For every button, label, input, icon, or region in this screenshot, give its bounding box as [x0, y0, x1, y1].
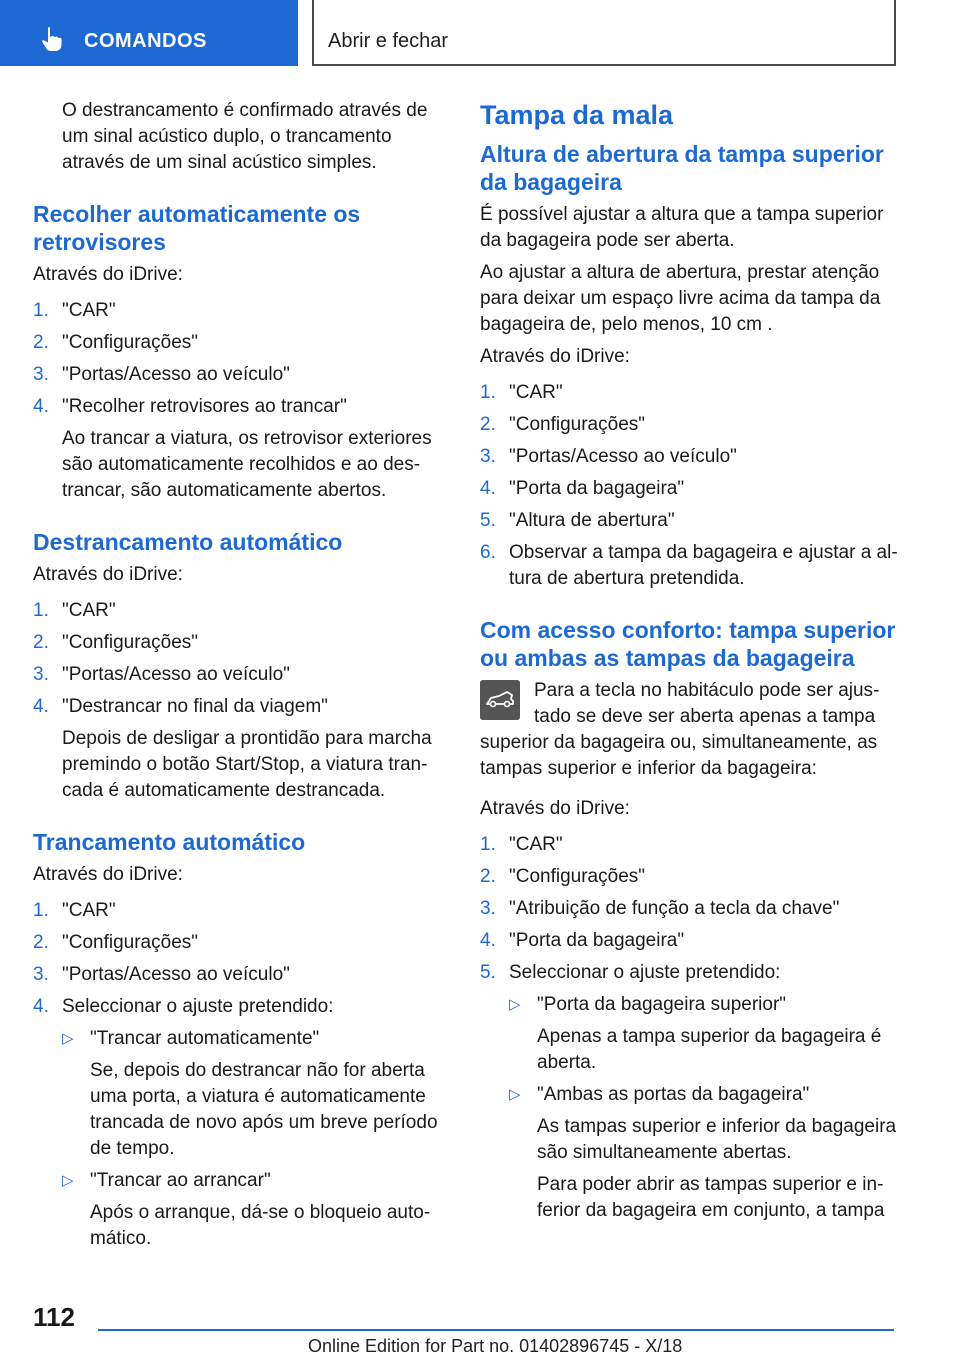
- footer-divider: [98, 1329, 894, 1331]
- step-number: 1.: [33, 900, 49, 921]
- footer-text: Online Edition for Part no. 01402896745 - X/18: [308, 1336, 683, 1356]
- step-note: Depois de desligar a prontidão para marcha premindo o botão Start/Stop, a viatura trancada é automaticamente destrancada.: [62, 728, 432, 801]
- list-item: [480, 832, 900, 858]
- list-item: [480, 444, 900, 470]
- section-auto-lock: [33, 828, 453, 1252]
- list-item: [33, 394, 453, 504]
- option-list: [62, 1026, 453, 1252]
- list-item: [480, 960, 900, 1224]
- section-comfort-access: [480, 616, 900, 1224]
- triangle-bullet-icon: ▷: [62, 1172, 74, 1189]
- step-number: 2.: [33, 632, 49, 653]
- step-number: 5.: [480, 510, 496, 531]
- left-column: [33, 98, 453, 1258]
- option-description: Após o arranque, dá-se o bloqueio automático.: [90, 1202, 431, 1249]
- option-item: [509, 1082, 900, 1224]
- step-text: "Portas/Acesso ao veículo": [62, 964, 290, 985]
- list-item: [480, 928, 900, 954]
- step-text: "Portas/Acesso ao veículo": [62, 664, 290, 685]
- intro-paragraph: O destrancamento é confirmado através de um sinal acústico duplo, o trancamento através de um sinal acústico simples.: [62, 100, 428, 173]
- step-number: 1.: [480, 834, 496, 855]
- list-item: [480, 476, 900, 502]
- list-item: [33, 598, 453, 624]
- chapter-heading: Tampa da mala: [480, 100, 674, 130]
- list-item: [480, 540, 900, 592]
- idrive-intro: Através do iDrive:: [480, 798, 630, 819]
- section-tab: [0, 0, 298, 66]
- list-item: [480, 412, 900, 438]
- list-item: [33, 298, 453, 324]
- section-heading: Trancamento automático: [33, 829, 306, 855]
- option-item: [62, 1168, 453, 1252]
- step-number: 4.: [480, 478, 496, 499]
- chapter-title: Abrir e fechar: [328, 30, 449, 52]
- step-text: "Porta da bagageira": [509, 478, 685, 499]
- step-number: 1.: [480, 382, 496, 403]
- step-text: "CAR": [509, 834, 563, 855]
- step-text: "Atribuição de função a tecla da chave": [509, 898, 840, 919]
- step-text: "CAR": [62, 300, 116, 321]
- section-heading: Altura de abertura da tampa superior da bagageira: [480, 141, 884, 195]
- section-heading: Com acesso conforto: tampa superior ou ambas as tampas da bagageira: [480, 617, 896, 671]
- list-item: [33, 330, 453, 356]
- step-number: 1.: [33, 300, 49, 321]
- step-number: 6.: [480, 542, 496, 563]
- option-item: [62, 1026, 453, 1162]
- option-description: As tampas superior e inferior da bagageira são simultaneamente abertas.: [537, 1116, 897, 1163]
- step-text: "CAR": [62, 900, 116, 921]
- step-number: 4.: [33, 396, 49, 417]
- idrive-intro: Através do iDrive:: [33, 564, 183, 585]
- step-number: 2.: [480, 866, 496, 887]
- list-item: [33, 662, 453, 688]
- paragraph: É possível ajustar a altura que a tampa superior da bagageira pode ser aberta.: [480, 204, 884, 251]
- section-mirror-fold: [33, 200, 453, 504]
- step-number: 4.: [33, 696, 49, 717]
- right-column: [480, 98, 900, 1230]
- step-text: "Altura de abertura": [509, 510, 675, 531]
- list-item: [33, 898, 453, 924]
- step-list: [33, 598, 453, 804]
- icon-paragraph: [480, 678, 900, 782]
- step-number: 3.: [33, 664, 49, 685]
- option-description: Se, depois do destrancar não for aberta uma porta, a viatura é automaticamente trancada de novo após um breve período de tempo.: [90, 1060, 438, 1159]
- step-number: 1.: [33, 600, 49, 621]
- step-text: Seleccionar o ajuste pretendido:: [62, 996, 334, 1017]
- option-item: [509, 992, 900, 1076]
- step-number: 3.: [480, 898, 496, 919]
- list-item: [33, 994, 453, 1252]
- section-auto-unlock: [33, 528, 453, 804]
- triangle-bullet-icon: ▷: [509, 1086, 521, 1103]
- section-heading: Destrancamento automático: [33, 529, 343, 555]
- step-list: [480, 380, 900, 592]
- step-text: "Configurações": [509, 866, 646, 887]
- triangle-bullet-icon: ▷: [62, 1030, 74, 1047]
- step-list: [33, 298, 453, 504]
- option-label: "Porta da bagageira superior": [537, 994, 787, 1015]
- step-text: "Configurações": [62, 632, 199, 653]
- step-text: "Portas/Acesso ao veículo": [509, 446, 737, 467]
- list-item: [480, 864, 900, 890]
- page-number: 112: [33, 1302, 75, 1332]
- step-text: "Configurações": [62, 932, 199, 953]
- step-number: 2.: [33, 932, 49, 953]
- idrive-intro: Através do iDrive:: [480, 346, 630, 367]
- list-item: [33, 962, 453, 988]
- step-number: 3.: [33, 364, 49, 385]
- chapter-box: [312, 0, 896, 66]
- step-number: 3.: [33, 964, 49, 985]
- list-item: [33, 362, 453, 388]
- pointing-hand-icon: [40, 26, 64, 52]
- step-text: "Configurações": [509, 414, 646, 435]
- triangle-bullet-icon: ▷: [509, 996, 521, 1013]
- step-number: 2.: [33, 332, 49, 353]
- section-title: COMANDOS: [84, 30, 207, 52]
- option-label: "Ambas as portas da bagageira": [537, 1084, 810, 1105]
- step-list: [33, 898, 453, 1252]
- option-label: "Trancar ao arrancar": [90, 1170, 271, 1191]
- step-text: "Porta da bagageira": [509, 930, 685, 951]
- list-item: [33, 630, 453, 656]
- page-header: [0, 0, 960, 66]
- option-description: Para poder abrir as tampas superior e inferior da bagageira em conjunto, a tampa: [537, 1174, 885, 1221]
- step-number: 4.: [480, 930, 496, 951]
- step-text: "CAR": [62, 600, 116, 621]
- step-number: 3.: [480, 446, 496, 467]
- section-heading: Recolher automaticamente os retrovisores: [33, 201, 361, 255]
- paragraph: Para a tecla no habitáculo pode ser ajustado se deve ser aberta apenas a tampa superior da bagageira ou, simultaneamente, as tampas superior e inferior da bagageira:: [480, 680, 880, 779]
- list-item: [480, 896, 900, 922]
- step-text: "Recolher retrovisores ao trancar": [62, 396, 347, 417]
- list-item: [480, 380, 900, 406]
- step-number: 2.: [480, 414, 496, 435]
- option-list: [509, 992, 900, 1224]
- paragraph: Ao ajustar a altura de abertura, prestar atenção para deixar um espaço livre acima da tampa da bagageira de, pelo menos, 10 cm .: [480, 262, 881, 335]
- step-list: [480, 832, 900, 1224]
- step-text: Seleccionar o ajuste pretendido:: [509, 962, 781, 983]
- list-item: [480, 508, 900, 534]
- step-text: "Portas/Acesso ao veículo": [62, 364, 290, 385]
- step-number: 4.: [33, 996, 49, 1017]
- list-item: [33, 694, 453, 804]
- car-trunk-icon: [480, 680, 520, 720]
- step-text: Observar a tampa da bagageira e ajustar a altura de abertura pretendida.: [509, 542, 898, 589]
- step-text: "Configurações": [62, 332, 199, 353]
- step-text: "CAR": [509, 382, 563, 403]
- step-text: "Destrancar no final da viagem": [62, 696, 328, 717]
- list-item: [33, 930, 453, 956]
- step-number: 5.: [480, 962, 496, 983]
- option-label: "Trancar automaticamente": [90, 1028, 320, 1049]
- idrive-intro: Através do iDrive:: [33, 264, 183, 285]
- section-opening-height: [480, 140, 900, 592]
- option-description: Apenas a tampa superior da bagageira é aberta.: [537, 1026, 882, 1073]
- step-note: Ao trancar a viatura, os retrovisor exteriores são automaticamente recolhidos e ao destrancar, são automaticamente abertos.: [62, 428, 432, 501]
- idrive-intro: Através do iDrive:: [33, 864, 183, 885]
